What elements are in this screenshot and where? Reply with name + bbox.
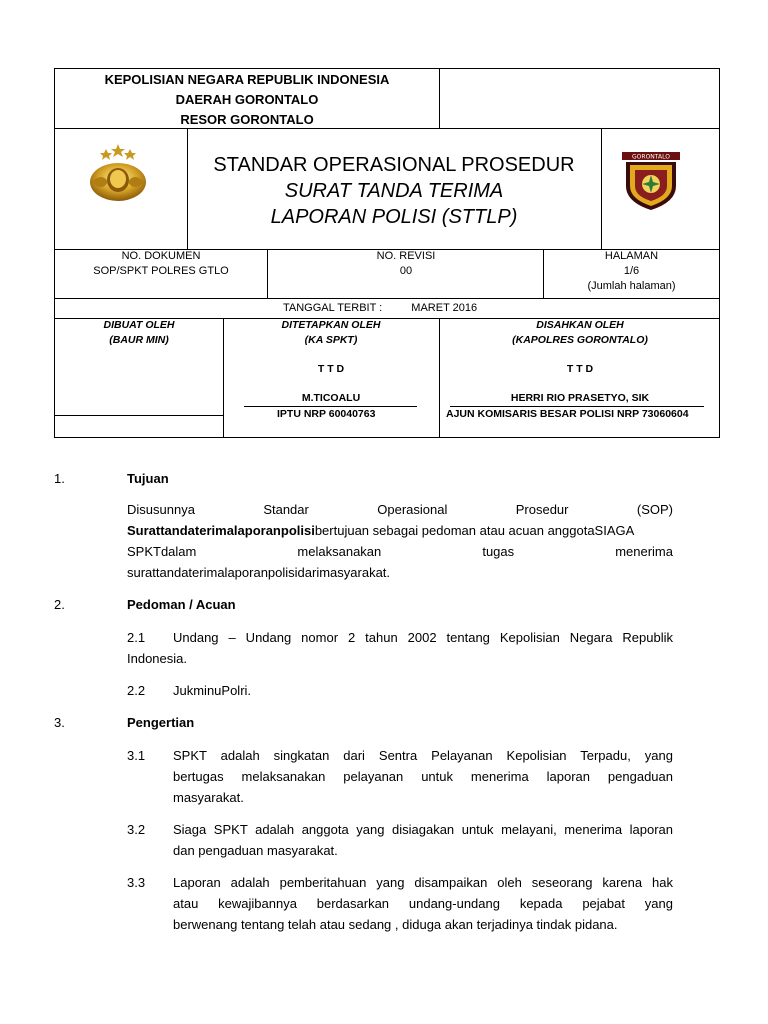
revision-value: 00: [399, 265, 413, 277]
item-2-1-line-1: Undang – Undang nomor 2 tahun 2002 tentang Kepolisian Negara Republik: [173, 630, 673, 645]
doc-number-value: SOP/SPKT POLRES GTLO: [93, 265, 229, 277]
approved-by-ttd: T T D: [566, 363, 594, 375]
approved-by-role: (KAPOLRES GORONTALO): [512, 334, 648, 346]
item-3-1-number: 3.1: [127, 748, 146, 763]
approved-by-rank: AJUN KOMISARIS BESAR POLISI NRP 73060604: [446, 408, 689, 420]
org-name-block: [55, 70, 439, 130]
doc-number-cell: [55, 249, 267, 279]
section-1-bold-term: Surattandaterimalaporanpolisi: [127, 523, 315, 538]
approved-by-cell: [440, 318, 720, 348]
org-line-2: DAERAH GORONTALO: [175, 92, 319, 107]
page-note: (Jumlah halaman): [587, 280, 676, 292]
item-3-3-line-3: berwenang tentang telah atau sedang , diduga akan terjadinya tindak pidana.: [173, 917, 618, 932]
section-1-line-1: Disusunnya Standar Operasional Prosedur (SOP): [127, 502, 673, 517]
item-3-3-line-2: atau kewajibannya berdasarkan undang-undang kepada pejabat yang: [173, 896, 673, 911]
established-by-rank: IPTU NRP 60040763: [277, 408, 376, 420]
item-3-3-number: 3.3: [127, 875, 146, 890]
section-3-number: 3.: [54, 715, 65, 730]
approved-by-label: DISAHKAN OLEH: [536, 319, 624, 331]
page-label: HALAMAN: [604, 250, 659, 262]
section-1-line-3: SPKTdalam melaksanakan tugas menerima: [127, 544, 673, 559]
emblem-banner-text: GORONTALO: [632, 153, 670, 161]
section-1-number: 1.: [54, 471, 65, 486]
created-by-role: (BAUR MIN): [109, 334, 169, 346]
item-3-1-line-2: bertugas melaksanakan pelayanan untuk menerima laporan pengaduan: [173, 769, 673, 784]
revision-cell: [268, 249, 544, 279]
org-line-1: KEPOLISIAN NEGARA REPUBLIK INDONESIA: [104, 72, 390, 87]
issue-date-row: [283, 301, 583, 316]
created-by-cell: [55, 318, 223, 348]
section-1-line-4: surattandaterimalaporanpolisidarimasyarakat.: [127, 565, 391, 580]
item-2-1-line-2: Indonesia.: [127, 651, 187, 666]
polres-gorontalo-emblem-logo: [618, 146, 684, 212]
item-3-2-line-2: dan pengaduan masyarakat.: [173, 843, 338, 858]
issue-date-label: TANGGAL TERBIT :: [283, 302, 383, 314]
item-2-1-number: 2.1: [127, 630, 146, 645]
issue-date-value: MARET 2016: [411, 302, 478, 314]
approved-by-name: HERRI RIO PRASETYO, SIK: [510, 392, 650, 404]
established-by-role: (KA SPKT): [304, 334, 358, 346]
established-by-cell: [223, 318, 439, 348]
item-3-3-line-1: Laporan adalah pemberitahuan yang disampaikan oleh seseorang karena hak: [173, 875, 673, 890]
doc-number-label: NO. DOKUMEN: [121, 250, 201, 262]
item-3-1-line-3: masyarakat.: [173, 790, 244, 805]
police-emblem-logo: [88, 142, 174, 204]
item-2-2-number: 2.2: [127, 683, 146, 698]
title-main: STANDAR OPERASIONAL PROSEDUR: [213, 154, 575, 176]
section-1-line-2-rest: bertujuan sebagai pedoman atau acuan anggotaSIAGA: [314, 523, 635, 538]
page-value: 1/6: [623, 265, 640, 277]
item-3-1-line-1: SPKT adalah singkatan dari Sentra Pelayanan Kepolisian Terpadu, yang: [173, 748, 673, 763]
sop-title-block: [187, 152, 601, 230]
item-2-2-text: JukminuPolri.: [173, 683, 252, 698]
section-3-title: Pengertian: [127, 715, 195, 730]
revision-label: NO. REVISI: [376, 250, 436, 262]
page-cell: [544, 249, 719, 294]
section-2-title: Pedoman / Acuan: [127, 597, 236, 612]
section-1-title: Tujuan: [127, 471, 169, 486]
established-by-name: M.TICOALU: [301, 392, 361, 404]
established-by-label: DITETAPKAN OLEH: [281, 319, 381, 331]
section-1-line-2: [127, 520, 687, 541]
title-sub-1: SURAT TANDA TERIMA: [284, 180, 504, 202]
item-3-2-number: 3.2: [127, 822, 146, 837]
section-2-number: 2.: [54, 597, 65, 612]
created-by-label: DIBUAT OLEH: [103, 319, 175, 331]
established-by-ttd: T T D: [317, 363, 345, 375]
org-line-3: RESOR GORONTALO: [180, 112, 314, 127]
item-3-2-line-1: Siaga SPKT adalah anggota yang disiagakan untuk melayani, menerima laporan: [173, 822, 673, 837]
title-sub-2: LAPORAN POLISI (STTLP): [270, 206, 518, 228]
